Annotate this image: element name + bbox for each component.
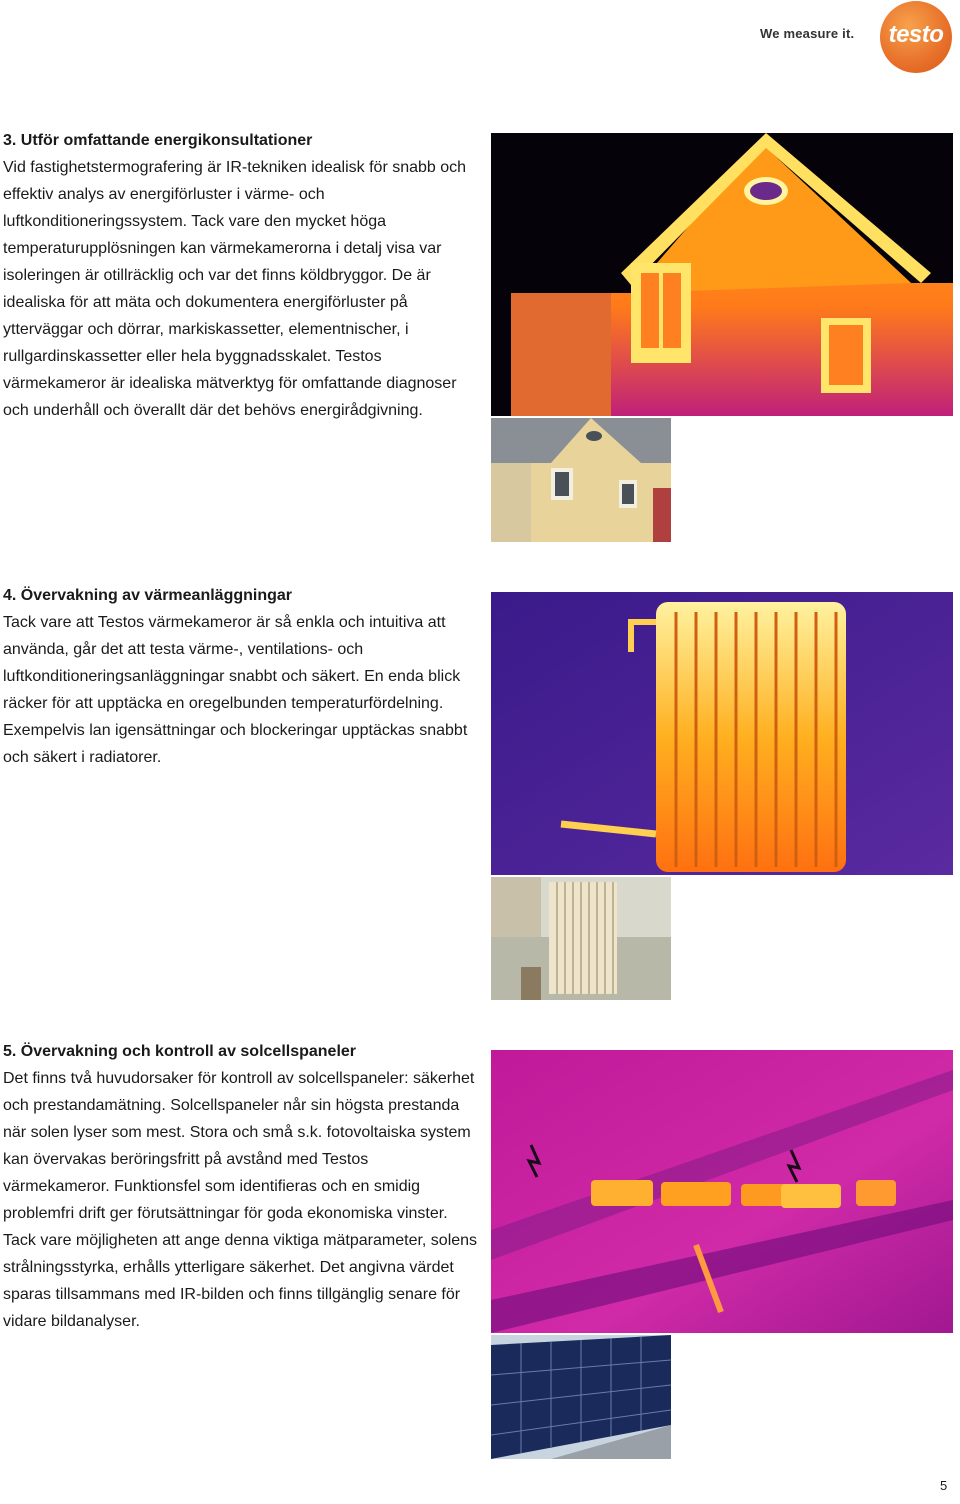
page-number: 5 <box>940 1478 948 1493</box>
thermal-solar-image <box>491 1050 953 1333</box>
section-body: Det finns två huvudorsaker för kontroll av solcellspaneler: säkerhet och prestandamätning. Solcellspaneler når sin högsta prestanda när solen lyser som mest. Stora och små s.k. fotovoltaiska system kan övervakas beröringsfritt på avstånd med Testos värmekameror. Funktionsfel som identifieras och en smidig problemfri drift ger förutsättningar för goda ekonomiska vinster. Tack vare möjligheten att ange denna viktiga mätparameter, solens strålningsstyrka, erhålls ytterligare säkerhet. Det angivna värdet sparas tillsammans med IR-bilden och finns tillgänglig senare för vidare bildanalyser. <box>3 1070 478 1330</box>
house-photo <box>491 418 671 542</box>
section-heating-monitoring <box>3 582 479 771</box>
testo-logo <box>880 1 952 73</box>
solar-panel-photo <box>491 1335 671 1459</box>
thermal-house-image <box>491 133 953 416</box>
section-title: 5. Övervakning och kontroll av solcellspaneler <box>3 1043 357 1060</box>
section-body: Tack vare att Testos värmekameror är så enkla och intuitiva att använda, går det att testa värme-, ventilations- och luftkonditioneringsanläggningar snabbt och säkert. En enda blick räcker för att upptäcka en oregelbunden temperaturfördelning. Exempelvis lan igensättningar och blockeringar upptäckas snabbt och säkert i radiatorer. <box>3 614 468 766</box>
radiator-photo <box>491 877 671 1000</box>
thermal-radiator-image <box>491 592 953 875</box>
section-solar-panels <box>3 1038 479 1335</box>
logo-text: testo <box>888 21 944 48</box>
section-title: 3. Utför omfattande energikonsultationer <box>3 132 313 149</box>
section-energy-consultation <box>3 127 479 424</box>
section-title: 4. Övervakning av värmeanläggningar <box>3 587 293 604</box>
header-tagline: We measure it. <box>760 26 855 41</box>
section-body: Vid fastighetstermografering är IR-tekniken idealisk för snabb och effektiv analys av energiförluster i värme- och luftkonditioneringssystem. Tack vare den mycket höga temperaturupplösningen kan värmekamerorna i detalj visa var isoleringen är otillräcklig och var det finns köldbryggor. De är idealiska för att mäta och dokumentera energiförluster på ytterväggar och dörrar, markiskassetter, elementnischer, i rullgardinskassetter eller hela byggnadsskalet. Testos värmekameror är idealiska mätverktyg för omfattande diagnoser och underhåll och överallt där det behövs energirådgivning. <box>3 159 467 419</box>
